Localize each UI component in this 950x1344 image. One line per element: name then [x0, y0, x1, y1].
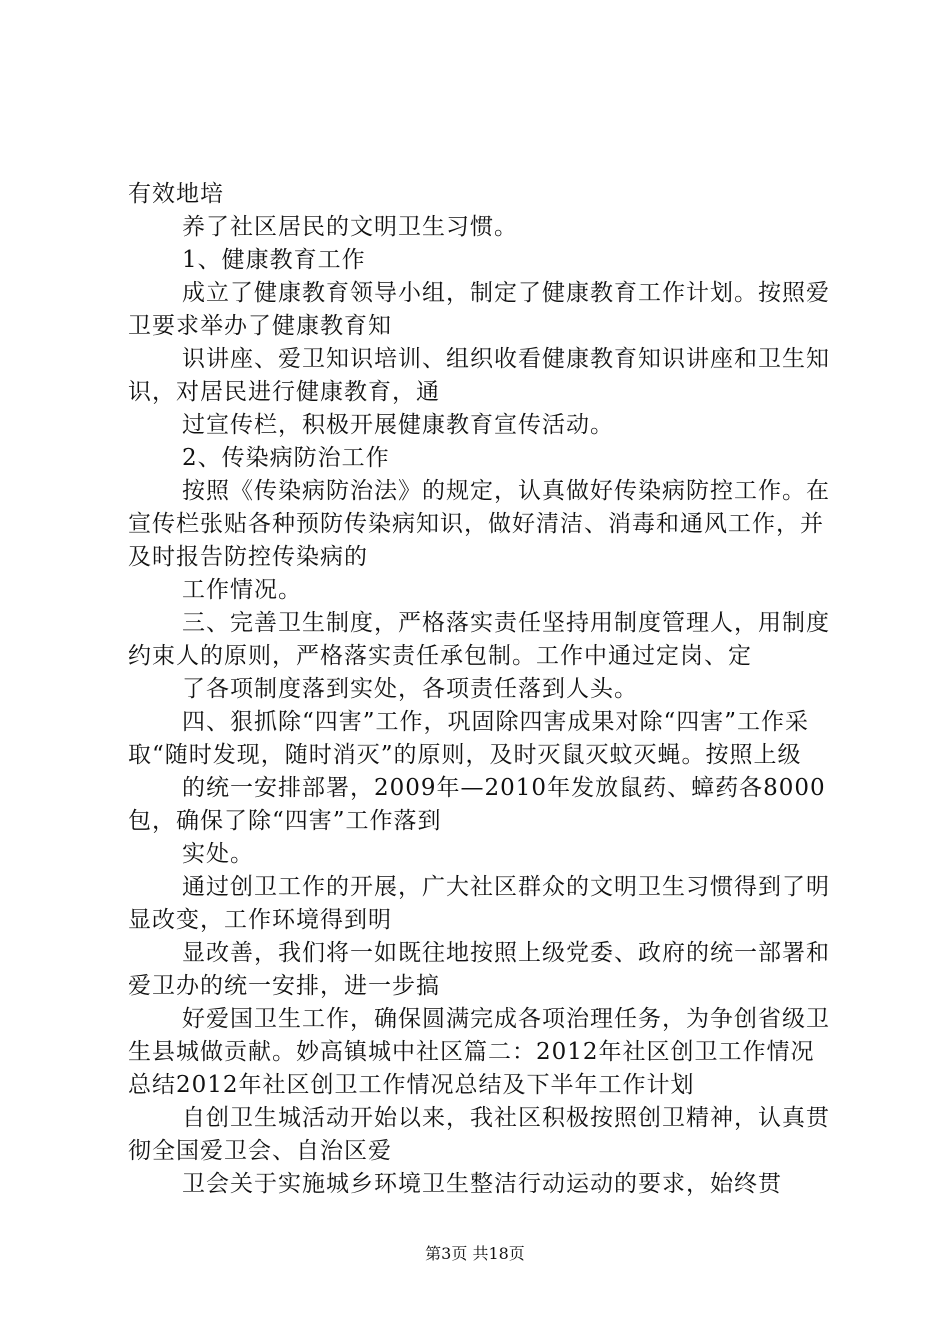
paragraph: 养了社区居民的文明卫生习惯。: [182, 214, 518, 240]
paragraph: 实处。: [182, 841, 254, 867]
paragraph: 的统一安排部署，2009年—2010年发放鼠药、蟑药各8000包，确保了除“四害”工作落到: [128, 775, 826, 834]
paragraph: 通过创卫工作的开展，广大社区群众的文明卫生习惯得到了明显改变，工作环境得到明: [128, 874, 830, 933]
paragraph: 显改善，我们将一如既往地按照上级党委、政府的统一部署和爱卫办的统一安排，进一步搞: [128, 940, 830, 999]
section-heading: 2、传染病防治工作: [182, 445, 390, 471]
paragraph: 好爱国卫生工作，确保圆满完成各项治理任务，为争创省级卫生县城做贡献。妙高镇城中社区篇二：2012年社区创卫工作情况总结2012年社区创卫工作情况总结及下半年工作计划: [128, 1006, 830, 1098]
paragraph: 有效地培: [128, 181, 224, 207]
paragraph: 四、狠抓除“四害”工作，巩固除四害成果对除“四害”工作采取“随时发现，随时消灭”的原则，及时灭鼠灭蚊灭蝇。按照上级: [128, 709, 810, 768]
paragraph: 自创卫生城活动开始以来，我社区积极按照创卫精神，认真贯彻全国爱卫会、自治区爱: [128, 1105, 830, 1164]
document-body: [128, 178, 833, 1201]
paragraph: 三、完善卫生制度，严格落实责任坚持用制度管理人，用制度约束人的原则，严格落实责任承包制。工作中通过定岗、定: [128, 610, 830, 669]
paragraph: 按照《传染病防治法》的规定，认真做好传染病防控工作。在宣传栏张贴各种预防传染病知识，做好清洁、消毒和通风工作，并及时报告防控传染病的: [128, 478, 830, 570]
paragraph: 工作情况。: [182, 577, 302, 603]
section-heading: 1、健康教育工作: [182, 247, 366, 273]
paragraph: 成立了健康教育领导小组，制定了健康教育工作计划。按照爱卫要求举办了健康教育知: [128, 280, 830, 339]
page-footer: [0, 1244, 950, 1264]
page-number-label: 第3页 共18页: [425, 1244, 525, 1263]
paragraph: 了各项制度落到实处，各项责任落到人头。: [182, 676, 638, 702]
paragraph: 识讲座、爱卫知识培训、组织收看健康教育知识讲座和卫生知识，对居民进行健康教育，通: [128, 346, 830, 405]
paragraph: 卫会关于实施城乡环境卫生整洁行动运动的要求，始终贯: [182, 1171, 782, 1197]
paragraph: 过宣传栏，积极开展健康教育宣传活动。: [182, 412, 614, 438]
